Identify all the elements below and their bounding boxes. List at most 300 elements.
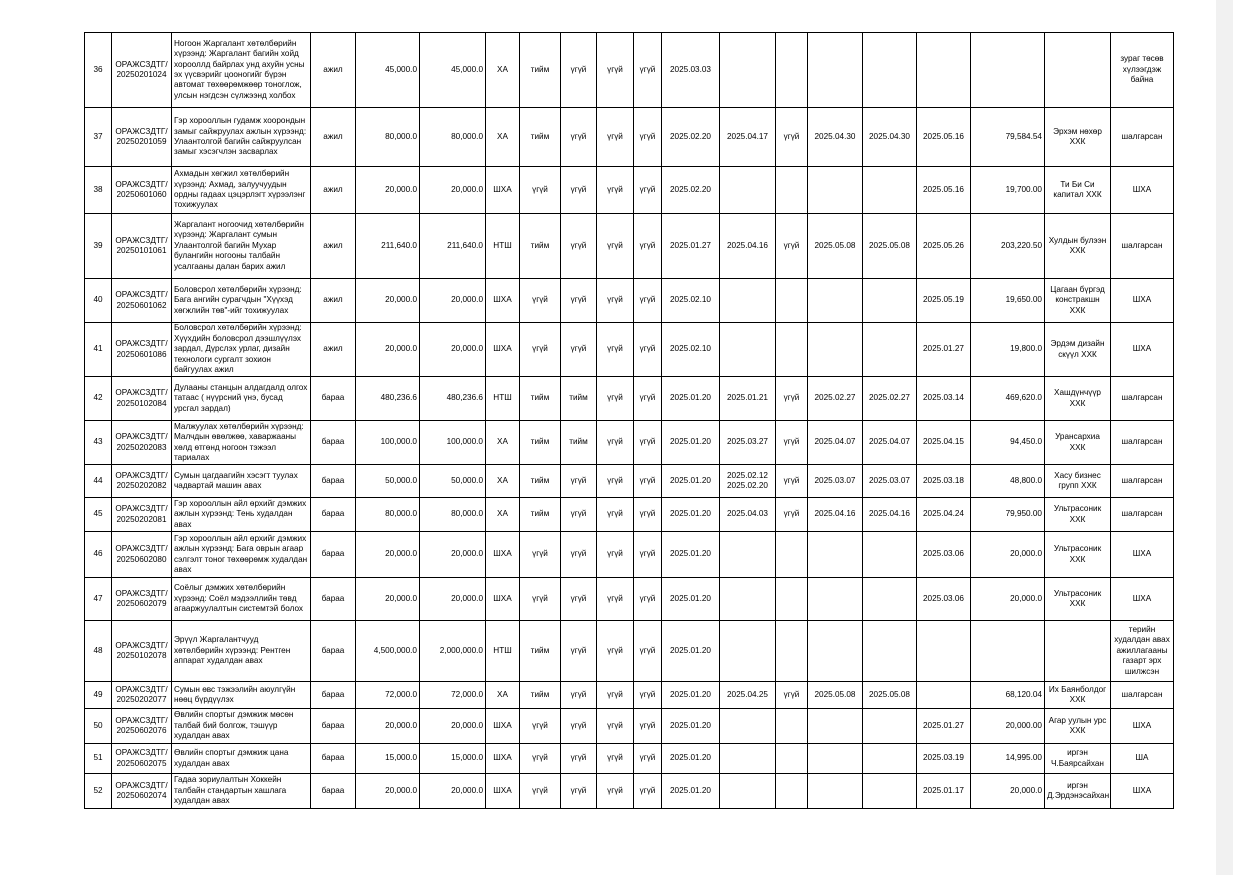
procurement-code: ОРАЖСЗДТГ/ 20250102084 bbox=[112, 377, 172, 421]
flag-5 bbox=[776, 744, 808, 774]
procurement-method: ШХА bbox=[486, 774, 520, 809]
contract-date bbox=[917, 621, 971, 682]
budget-amount: 4,500,000.0 bbox=[356, 621, 420, 682]
contract-amount: 20,000.00 bbox=[971, 709, 1045, 744]
flag-4: үгүй bbox=[634, 167, 662, 214]
announce-date: 2025.03.03 bbox=[662, 33, 720, 108]
flag-1: тийм bbox=[520, 498, 561, 532]
estimated-amount: 20,000.0 bbox=[420, 774, 486, 809]
flag-5 bbox=[776, 774, 808, 809]
flag-4: үгүй bbox=[634, 108, 662, 167]
status: ШХА bbox=[1111, 578, 1174, 621]
flag-4: үгүй bbox=[634, 621, 662, 682]
flag-2: үгүй bbox=[561, 167, 597, 214]
flag-3: үгүй bbox=[597, 744, 634, 774]
flag-5 bbox=[776, 323, 808, 377]
notice-date bbox=[863, 532, 917, 578]
notice-date bbox=[863, 744, 917, 774]
announce-date: 2025.01.20 bbox=[662, 621, 720, 682]
contract-date: 2025.03.06 bbox=[917, 532, 971, 578]
contract-date: 2025.05.16 bbox=[917, 108, 971, 167]
announce-date: 2025.02.20 bbox=[662, 167, 720, 214]
open-date: 2025.01.21 bbox=[720, 377, 776, 421]
procurement-code: ОРАЖСЗДТГ/ 20250602074 bbox=[112, 774, 172, 809]
budget-amount: 20,000.0 bbox=[356, 279, 420, 323]
budget-amount: 80,000.0 bbox=[356, 108, 420, 167]
evaluation-date: 2025.03.07 bbox=[808, 465, 863, 498]
budget-amount: 80,000.0 bbox=[356, 498, 420, 532]
evaluation-date bbox=[808, 774, 863, 809]
contract-date: 2025.05.26 bbox=[917, 214, 971, 279]
status: шалгарсан bbox=[1111, 108, 1174, 167]
status: шалгарсан bbox=[1111, 682, 1174, 709]
estimated-amount: 20,000.0 bbox=[420, 279, 486, 323]
row-number: 40 bbox=[85, 279, 112, 323]
estimated-amount: 45,000.0 bbox=[420, 33, 486, 108]
notice-date bbox=[863, 323, 917, 377]
procurement-type: бараа bbox=[311, 498, 356, 532]
announce-date: 2025.01.20 bbox=[662, 498, 720, 532]
flag-4: үгүй bbox=[634, 421, 662, 465]
flag-3: үгүй bbox=[597, 621, 634, 682]
procurement-code: ОРАЖСЗДТГ/ 20250101061 bbox=[112, 214, 172, 279]
evaluation-date bbox=[808, 279, 863, 323]
description: Ногоон Жаргалант хөтөлбөрийн хүрээнд: Жаргалант багийн хойд хорооллд байрлах унд ахуйн усны эх үүсвэрийг цооногийг бүрэн автомат төхөөрөмжөөр тоноглож, улсын нэгдсэн сүлжээнд холбох bbox=[172, 33, 311, 108]
flag-5 bbox=[776, 167, 808, 214]
status: ША bbox=[1111, 744, 1174, 774]
flag-4: үгүй bbox=[634, 33, 662, 108]
status: ШХА bbox=[1111, 532, 1174, 578]
evaluation-date: 2025.05.08 bbox=[808, 682, 863, 709]
flag-3: үгүй bbox=[597, 167, 634, 214]
budget-amount: 20,000.0 bbox=[356, 323, 420, 377]
contract-amount: 203,220.50 bbox=[971, 214, 1045, 279]
status: шалгарсан bbox=[1111, 465, 1174, 498]
flag-5: үгүй bbox=[776, 498, 808, 532]
flag-5: үгүй bbox=[776, 465, 808, 498]
flag-2: үгүй bbox=[561, 465, 597, 498]
announce-date: 2025.01.20 bbox=[662, 744, 720, 774]
status: зураг төсөв хүлээгдэж байна bbox=[1111, 33, 1174, 108]
procurement-type: бараа bbox=[311, 744, 356, 774]
supplier-name: Их Баянболдог ХХК bbox=[1045, 682, 1111, 709]
procurement-code: ОРАЖСЗДТГ/ 20250602080 bbox=[112, 532, 172, 578]
procurement-code: ОРАЖСЗДТГ/ 20250102078 bbox=[112, 621, 172, 682]
flag-2: үгүй bbox=[561, 532, 597, 578]
procurement-type: ажил bbox=[311, 323, 356, 377]
budget-amount: 20,000.0 bbox=[356, 774, 420, 809]
contract-date: 2025.01.27 bbox=[917, 323, 971, 377]
flag-5 bbox=[776, 578, 808, 621]
flag-1: тийм bbox=[520, 108, 561, 167]
flag-2: үгүй bbox=[561, 323, 597, 377]
budget-amount: 45,000.0 bbox=[356, 33, 420, 108]
evaluation-date bbox=[808, 532, 863, 578]
flag-2: үгүй bbox=[561, 279, 597, 323]
flag-3: үгүй bbox=[597, 498, 634, 532]
contract-amount: 14,995.00 bbox=[971, 744, 1045, 774]
row-number: 38 bbox=[85, 167, 112, 214]
procurement-code: ОРАЖСЗДТГ/ 20250202081 bbox=[112, 498, 172, 532]
announce-date: 2025.01.20 bbox=[662, 377, 720, 421]
flag-4: үгүй bbox=[634, 214, 662, 279]
table-row bbox=[85, 421, 1174, 465]
description: Гэр хорооллын айл өрхийг дэмжих ажлын хүрээнд: Тень худалдан авах bbox=[172, 498, 311, 532]
flag-1: үгүй bbox=[520, 167, 561, 214]
supplier-name: иргэн Д.Эрдэнэсайхан bbox=[1045, 774, 1111, 809]
procurement-type: бараа bbox=[311, 421, 356, 465]
flag-3: үгүй bbox=[597, 323, 634, 377]
contract-date: 2025.03.19 bbox=[917, 744, 971, 774]
description: Ахмадын хөгжил хөтөлбөрийн хүрээнд: Ахмад, залуучуудын ордны гадаах цэцэрлэгт хүрээлэнг тохижуулах bbox=[172, 167, 311, 214]
open-date: 2025.04.17 bbox=[720, 108, 776, 167]
open-date bbox=[720, 774, 776, 809]
procurement-code: ОРАЖСЗДТГ/ 20250202077 bbox=[112, 682, 172, 709]
table-row bbox=[85, 709, 1174, 744]
window-scrollbar[interactable] bbox=[1216, 0, 1233, 875]
estimated-amount: 20,000.0 bbox=[420, 532, 486, 578]
status: шалгарсан bbox=[1111, 421, 1174, 465]
contract-date bbox=[917, 682, 971, 709]
flag-5: үгүй bbox=[776, 108, 808, 167]
announce-date: 2025.02.10 bbox=[662, 279, 720, 323]
contract-date bbox=[917, 33, 971, 108]
flag-1: тийм bbox=[520, 214, 561, 279]
description: Соёлыг дэмжих хөтөлбөрийн хүрээнд: Соёл мэдээллийн төвд агааржуулалтын системтэй болох bbox=[172, 578, 311, 621]
notice-date: 2025.05.08 bbox=[863, 214, 917, 279]
procurement-type: бараа bbox=[311, 465, 356, 498]
evaluation-date bbox=[808, 744, 863, 774]
contract-amount: 19,800.0 bbox=[971, 323, 1045, 377]
description: Гэр хорооллын гудамж хоорондын замыг сайжруулах ажлын хүрээнд: Улаантолгой багийн сайжруулсан замыг хэсэгчлэн засварлах bbox=[172, 108, 311, 167]
notice-date: 2025.04.07 bbox=[863, 421, 917, 465]
supplier-name: Цагаан бүргэд констракшн ХХК bbox=[1045, 279, 1111, 323]
contract-date: 2025.05.19 bbox=[917, 279, 971, 323]
flag-2: тийм bbox=[561, 377, 597, 421]
procurement-code: ОРАЖСЗДТГ/ 20250201059 bbox=[112, 108, 172, 167]
procurement-method: НТШ bbox=[486, 621, 520, 682]
estimated-amount: 100,000.0 bbox=[420, 421, 486, 465]
procurement-type: бараа bbox=[311, 774, 356, 809]
flag-4: үгүй bbox=[634, 323, 662, 377]
flag-3: үгүй bbox=[597, 532, 634, 578]
flag-3: үгүй bbox=[597, 33, 634, 108]
contract-date: 2025.03.14 bbox=[917, 377, 971, 421]
status: ШХА bbox=[1111, 709, 1174, 744]
flag-3: үгүй bbox=[597, 421, 634, 465]
budget-amount: 50,000.0 bbox=[356, 465, 420, 498]
estimated-amount: 2,000,000.0 bbox=[420, 621, 486, 682]
evaluation-date: 2025.04.07 bbox=[808, 421, 863, 465]
notice-date: 2025.02.27 bbox=[863, 377, 917, 421]
row-number: 46 bbox=[85, 532, 112, 578]
flag-5: үгүй bbox=[776, 214, 808, 279]
procurement-type: ажил bbox=[311, 108, 356, 167]
estimated-amount: 80,000.0 bbox=[420, 108, 486, 167]
description: Өвлийн спортыг дэмжиж мөсөн талбай бий болгож, тэшүүр худалдан авах bbox=[172, 709, 311, 744]
flag-3: үгүй bbox=[597, 465, 634, 498]
supplier-name: Хулдын булээн ХХК bbox=[1045, 214, 1111, 279]
flag-1: үгүй bbox=[520, 578, 561, 621]
table-row bbox=[85, 465, 1174, 498]
flag-3: үгүй bbox=[597, 709, 634, 744]
announce-date: 2025.01.20 bbox=[662, 532, 720, 578]
status: шалгарсан bbox=[1111, 377, 1174, 421]
announce-date: 2025.01.20 bbox=[662, 774, 720, 809]
contract-amount: 469,620.0 bbox=[971, 377, 1045, 421]
estimated-amount: 80,000.0 bbox=[420, 498, 486, 532]
procurement-code: ОРАЖСЗДТГ/ 20250601060 bbox=[112, 167, 172, 214]
estimated-amount: 50,000.0 bbox=[420, 465, 486, 498]
supplier-name: Ультрасоник ХХК bbox=[1045, 498, 1111, 532]
status: ШХА bbox=[1111, 774, 1174, 809]
notice-date bbox=[863, 167, 917, 214]
open-date bbox=[720, 532, 776, 578]
notice-date bbox=[863, 774, 917, 809]
evaluation-date bbox=[808, 578, 863, 621]
procurement-code: ОРАЖСЗДТГ/ 20250602079 bbox=[112, 578, 172, 621]
procurement-code: ОРАЖСЗДТГ/ 20250201024 bbox=[112, 33, 172, 108]
contract-amount: 68,120.04 bbox=[971, 682, 1045, 709]
contract-amount: 19,700.00 bbox=[971, 167, 1045, 214]
flag-1: тийм bbox=[520, 465, 561, 498]
flag-5: үгүй bbox=[776, 421, 808, 465]
status: ШХА bbox=[1111, 167, 1174, 214]
procurement-type: бараа bbox=[311, 621, 356, 682]
procurement-code: ОРАЖСЗДТГ/ 20250202082 bbox=[112, 465, 172, 498]
procurement-method: НТШ bbox=[486, 377, 520, 421]
evaluation-date: 2025.05.08 bbox=[808, 214, 863, 279]
procurement-type: ажил bbox=[311, 33, 356, 108]
flag-2: тийм bbox=[561, 421, 597, 465]
evaluation-date: 2025.04.16 bbox=[808, 498, 863, 532]
flag-1: үгүй bbox=[520, 532, 561, 578]
row-number: 44 bbox=[85, 465, 112, 498]
flag-1: тийм bbox=[520, 377, 561, 421]
announce-date: 2025.02.20 bbox=[662, 108, 720, 167]
row-number: 52 bbox=[85, 774, 112, 809]
row-number: 51 bbox=[85, 744, 112, 774]
contract-amount: 94,450.0 bbox=[971, 421, 1045, 465]
table-row bbox=[85, 377, 1174, 421]
procurement-method: НТШ bbox=[486, 214, 520, 279]
flag-4: үгүй bbox=[634, 578, 662, 621]
procurement-type: бараа bbox=[311, 709, 356, 744]
flag-4: үгүй bbox=[634, 709, 662, 744]
status: ШХА bbox=[1111, 279, 1174, 323]
contract-amount: 79,950.00 bbox=[971, 498, 1045, 532]
estimated-amount: 20,000.0 bbox=[420, 578, 486, 621]
announce-date: 2025.01.20 bbox=[662, 682, 720, 709]
contract-amount: 20,000.0 bbox=[971, 774, 1045, 809]
supplier-name: Ти Би Си капитал ХХК bbox=[1045, 167, 1111, 214]
procurement-method: ХА bbox=[486, 108, 520, 167]
contract-date: 2025.01.17 bbox=[917, 774, 971, 809]
contract-amount: 79,584.54 bbox=[971, 108, 1045, 167]
budget-amount: 20,000.0 bbox=[356, 532, 420, 578]
contract-amount bbox=[971, 621, 1045, 682]
flag-4: үгүй bbox=[634, 744, 662, 774]
table-row bbox=[85, 214, 1174, 279]
flag-1: үгүй bbox=[520, 709, 561, 744]
evaluation-date bbox=[808, 621, 863, 682]
row-number: 36 bbox=[85, 33, 112, 108]
evaluation-date bbox=[808, 709, 863, 744]
flag-5 bbox=[776, 709, 808, 744]
contract-date: 2025.05.16 bbox=[917, 167, 971, 214]
procurement-method: ШХА bbox=[486, 578, 520, 621]
flag-2: үгүй bbox=[561, 744, 597, 774]
procurement-method: ХА bbox=[486, 465, 520, 498]
flag-1: тийм bbox=[520, 33, 561, 108]
flag-2: үгүй bbox=[561, 774, 597, 809]
status: ШХА bbox=[1111, 323, 1174, 377]
open-date: 2025.04.03 bbox=[720, 498, 776, 532]
evaluation-date: 2025.02.27 bbox=[808, 377, 863, 421]
notice-date bbox=[863, 621, 917, 682]
announce-date: 2025.01.20 bbox=[662, 578, 720, 621]
announce-date: 2025.01.20 bbox=[662, 709, 720, 744]
procurement-method: ХА bbox=[486, 33, 520, 108]
description: Боловсрол хөтөлбөрийн хүрээнд: Хүүхдийн боловсрол дээшлүүлэх зардал, Дүрслэх урлаг, дизайн технологи сургалт зохион байгуулах ажил bbox=[172, 323, 311, 377]
open-date: 2025.02.12 2025.02.20 bbox=[720, 465, 776, 498]
flag-2: үгүй bbox=[561, 709, 597, 744]
procurement-method: ШХА bbox=[486, 532, 520, 578]
flag-3: үгүй bbox=[597, 578, 634, 621]
open-date bbox=[720, 167, 776, 214]
table-row bbox=[85, 279, 1174, 323]
evaluation-date bbox=[808, 167, 863, 214]
flag-5 bbox=[776, 532, 808, 578]
procurement-type: ажил bbox=[311, 167, 356, 214]
table-row bbox=[85, 33, 1174, 108]
procurement-type: ажил bbox=[311, 279, 356, 323]
flag-1: тийм bbox=[520, 682, 561, 709]
estimated-amount: 72,000.0 bbox=[420, 682, 486, 709]
flag-5: үгүй bbox=[776, 682, 808, 709]
supplier-name: Уранcархиа ХХК bbox=[1045, 421, 1111, 465]
flag-4: үгүй bbox=[634, 465, 662, 498]
row-number: 43 bbox=[85, 421, 112, 465]
procurement-code: ОРАЖСЗДТГ/ 20250601086 bbox=[112, 323, 172, 377]
flag-5: үгүй bbox=[776, 377, 808, 421]
procurement-method: ШХА bbox=[486, 167, 520, 214]
description: Сумын цагдаагийн хэсэгт туулах чадвартай машин авах bbox=[172, 465, 311, 498]
flag-4: үгүй bbox=[634, 498, 662, 532]
open-date bbox=[720, 621, 776, 682]
flag-4: үгүй bbox=[634, 682, 662, 709]
supplier-name bbox=[1045, 621, 1111, 682]
contract-date: 2025.03.06 bbox=[917, 578, 971, 621]
flag-1: үгүй bbox=[520, 279, 561, 323]
flag-2: үгүй bbox=[561, 33, 597, 108]
budget-amount: 211,640.0 bbox=[356, 214, 420, 279]
notice-date: 2025.04.16 bbox=[863, 498, 917, 532]
contract-amount bbox=[971, 33, 1045, 108]
notice-date bbox=[863, 279, 917, 323]
table-row bbox=[85, 744, 1174, 774]
announce-date: 2025.01.20 bbox=[662, 465, 720, 498]
flag-3: үгүй bbox=[597, 108, 634, 167]
flag-1: үгүй bbox=[520, 323, 561, 377]
description: Эрүүл Жаргалантчууд хөтөлбөрийн хүрээнд: Рентген аппарат худалдан авах bbox=[172, 621, 311, 682]
row-number: 45 bbox=[85, 498, 112, 532]
open-date: 2025.03.27 bbox=[720, 421, 776, 465]
description: Өвлийн спортыг дэмжиж цана худалдан авах bbox=[172, 744, 311, 774]
table-body bbox=[85, 33, 1174, 809]
status: шалгарсан bbox=[1111, 214, 1174, 279]
description: Боловсрол хөтөлбөрийн хүрээнд: Бага ангийн сурагчдын "Хүүхэд хөгжлийн төв"-ийг тохижуулах bbox=[172, 279, 311, 323]
table-row bbox=[85, 682, 1174, 709]
flag-2: үгүй bbox=[561, 621, 597, 682]
supplier-name: Хасу бизнес групп ХХК bbox=[1045, 465, 1111, 498]
budget-amount: 20,000.0 bbox=[356, 578, 420, 621]
contract-date: 2025.04.15 bbox=[917, 421, 971, 465]
row-number: 41 bbox=[85, 323, 112, 377]
table-row bbox=[85, 621, 1174, 682]
flag-4: үгүй bbox=[634, 279, 662, 323]
flag-3: үгүй bbox=[597, 377, 634, 421]
procurement-type: бараа bbox=[311, 377, 356, 421]
procurement-type: ажил bbox=[311, 214, 356, 279]
flag-1: үгүй bbox=[520, 744, 561, 774]
procurement-code: ОРАЖСЗДТГ/ 20250601062 bbox=[112, 279, 172, 323]
supplier-name bbox=[1045, 33, 1111, 108]
procurement-code: ОРАЖСЗДТГ/ 20250602076 bbox=[112, 709, 172, 744]
status: терийн худалдан авах ажиллагааны газарт эрх шилжсэн bbox=[1111, 621, 1174, 682]
row-number: 50 bbox=[85, 709, 112, 744]
open-date bbox=[720, 744, 776, 774]
procurement-code: ОРАЖСЗДТГ/ 20250202083 bbox=[112, 421, 172, 465]
flag-5 bbox=[776, 33, 808, 108]
supplier-name: иргэн Ч.Баярсайхан bbox=[1045, 744, 1111, 774]
supplier-name: Эрдэм дизайн скүүл ХХК bbox=[1045, 323, 1111, 377]
flag-3: үгүй bbox=[597, 279, 634, 323]
table-row bbox=[85, 498, 1174, 532]
open-date bbox=[720, 323, 776, 377]
supplier-name: Ультрасоник ХХК bbox=[1045, 532, 1111, 578]
flag-3: үгүй bbox=[597, 774, 634, 809]
flag-1: тийм bbox=[520, 621, 561, 682]
procurement-method: ХА bbox=[486, 421, 520, 465]
announce-date: 2025.02.10 bbox=[662, 323, 720, 377]
procurement-method: ШХА bbox=[486, 279, 520, 323]
estimated-amount: 211,640.0 bbox=[420, 214, 486, 279]
description: Гадаа зориулалтын Хоккейн талбайн стандартын хашлага худалдан авах bbox=[172, 774, 311, 809]
open-date bbox=[720, 33, 776, 108]
row-number: 49 bbox=[85, 682, 112, 709]
notice-date: 2025.03.07 bbox=[863, 465, 917, 498]
flag-4: үгүй bbox=[634, 532, 662, 578]
flag-4: үгүй bbox=[634, 774, 662, 809]
row-number: 39 bbox=[85, 214, 112, 279]
table-row bbox=[85, 532, 1174, 578]
description: Сумын өвс тэжээлийн аюулгүйн нөөц бүрдүүлэх bbox=[172, 682, 311, 709]
description: Жаргалант ногоочид хөтөлбөрийн хүрээнд: Жаргалант сумын Улаантолгой багийн Мухар булангийн ногооны талбайн усалгааны далан барих ажил bbox=[172, 214, 311, 279]
flag-2: үгүй bbox=[561, 578, 597, 621]
contract-amount: 20,000.0 bbox=[971, 532, 1045, 578]
budget-amount: 15,000.0 bbox=[356, 744, 420, 774]
open-date: 2025.04.25 bbox=[720, 682, 776, 709]
procurement-type: бараа bbox=[311, 682, 356, 709]
open-date bbox=[720, 578, 776, 621]
flag-1: үгүй bbox=[520, 774, 561, 809]
evaluation-date bbox=[808, 323, 863, 377]
supplier-name: Агар уулын урс ХХК bbox=[1045, 709, 1111, 744]
procurement-table bbox=[84, 32, 1174, 809]
flag-1: тийм bbox=[520, 421, 561, 465]
status: шалгарсан bbox=[1111, 498, 1174, 532]
